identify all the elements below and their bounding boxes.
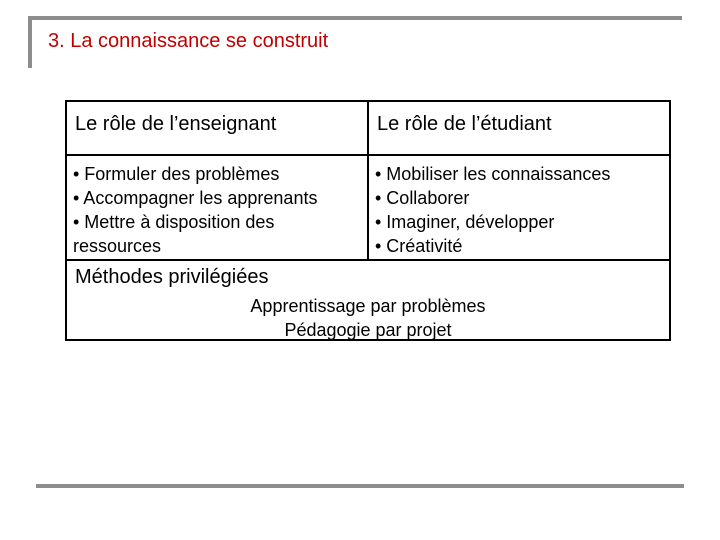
list-item: • Collaborer [375, 188, 470, 208]
methods-list [67, 294, 669, 342]
header-cell-teacher [67, 102, 369, 156]
slide-title: 3. La connaissance se construit [48, 30, 329, 52]
student-roles-list [375, 162, 610, 258]
student-roles-cell [369, 156, 671, 261]
teacher-roles-list [73, 162, 317, 258]
method-line: Pédagogie par projet [284, 320, 452, 340]
list-item: ressources [73, 236, 162, 256]
list-item: • Mobiliser les connaissances [375, 164, 611, 184]
methods-title: Méthodes privilégiées [75, 266, 269, 288]
bottom-divider [36, 484, 684, 488]
teacher-roles-cell [67, 156, 369, 261]
list-item: • Formuler des problèmes [73, 164, 280, 184]
header-cell-student [369, 102, 671, 156]
list-item: • Accompagner les apprenants [73, 188, 318, 208]
method-line: Apprentissage par problèmes [250, 296, 486, 316]
roles-table [65, 100, 671, 341]
header-student-role: Le rôle de l’étudiant [377, 113, 552, 135]
list-item: • Créativité [375, 236, 463, 256]
list-item: • Imaginer, développer [375, 212, 555, 232]
header-teacher-role: Le rôle de l’enseignant [75, 113, 277, 135]
list-item: • Mettre à disposition des [73, 212, 275, 232]
